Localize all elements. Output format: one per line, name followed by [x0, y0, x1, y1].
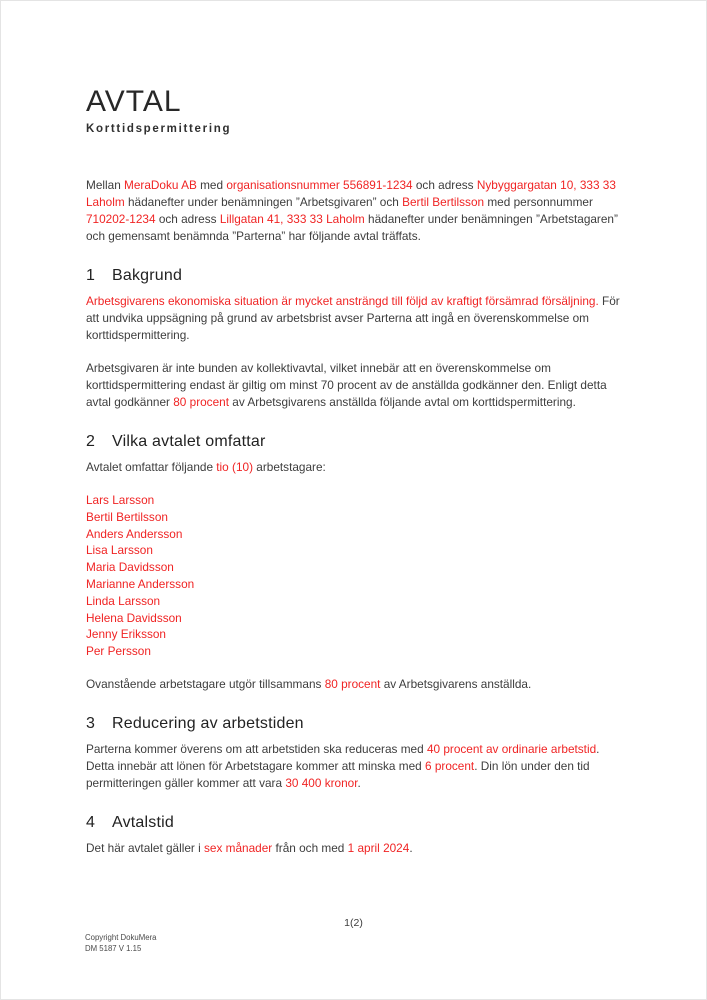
copyright-line: Copyright DokuMera: [85, 933, 157, 942]
section-title: Reducering av arbetstiden: [112, 714, 304, 732]
text-run: från och med: [272, 840, 348, 855]
text-run: och adress: [412, 178, 477, 192]
section-heading: [86, 431, 621, 453]
text-run: Avtalet omfattar följande: [86, 460, 217, 474]
text-run: Parterna kommer överens om att arbetstiden ska reduceras med: [86, 741, 427, 756]
document-content: [1, 1, 706, 857]
section-number: 1: [86, 267, 96, 284]
section-number: 2: [86, 433, 96, 450]
footer-copyright: [85, 933, 157, 954]
text-run: Det här avtalet gäller i: [86, 840, 205, 855]
field-value: Arbetsgivarens ekonomiska situation är mycket ansträngd till följd av kraftigt försämrad försäljning.: [86, 294, 599, 308]
employee-name: Per Persson: [86, 644, 151, 659]
section-number: 4: [86, 813, 96, 831]
section-title: Avtalstid: [112, 813, 174, 831]
text-run: Mellan: [86, 178, 125, 192]
paragraph: [86, 177, 621, 245]
field-value: sex månader: [204, 840, 273, 855]
paragraph: [86, 676, 621, 693]
document-title: AVTAL: [86, 85, 182, 118]
section-heading: [86, 713, 621, 735]
field-value: Lillgatan 41, 333 33 Laholm: [219, 212, 365, 226]
text-run: hädanefter under benämningen ”Arbetsgivaren” och: [124, 195, 403, 209]
text-run: arbetstagare:: [253, 460, 326, 474]
employee-name: Bertil Bertilsson: [86, 509, 168, 524]
section-number: 3: [86, 714, 96, 732]
field-value: organisationsnummer 556891-1234: [226, 178, 413, 192]
text-run: . Din lön under den tid permitteringen gäller kommer att vara: [86, 758, 590, 790]
paragraph: [86, 360, 621, 411]
text-run: . Detta innebär att lönen för Arbetstagare kommer att minska med: [86, 741, 600, 773]
document-body: [86, 177, 621, 857]
field-value: MeraDoku AB: [124, 178, 197, 192]
employee-name: Maria Davidsson: [86, 560, 174, 575]
text-run: med: [196, 178, 227, 192]
employee-name: Anders Andersson: [86, 526, 183, 541]
text-run: hädanefter under benämningen ”Arbetstagaren” och gemensamt benämnda ”Parterna” har följande avtal träffats.: [86, 212, 618, 243]
field-value: Nybyggargatan 10, 333 33 Laholm: [86, 178, 616, 209]
paragraph: [86, 293, 621, 344]
employee-name: Jenny Eriksson: [86, 627, 166, 642]
paragraph: [86, 459, 621, 476]
section-heading: [86, 265, 621, 287]
page-number: 1(2): [344, 917, 363, 929]
employee-name: Marianne Andersson: [86, 576, 195, 591]
doc-id-line: DM 5187 V 1.15: [85, 943, 142, 953]
text-run: av Arbetsgivarens anställda följande avtal om korttidspermittering.: [228, 395, 576, 409]
document-subtitle: Korttidspermittering: [86, 123, 232, 135]
text-run: För att undvika uppsägning på grund av arbetsbrist avser Parterna att ingå en överenskommelse om korttidspermittering.: [86, 294, 620, 342]
employee-name-list: [86, 492, 621, 660]
text-run: Arbetsgivaren är inte bunden av kollektivavtal, vilket innebär att en överenskommelse om korttidspermittering endast är giltig om minst 70 procent av de anställda godkänner den. Enligt detta avtal godkänner: [86, 361, 607, 409]
text-run: med personnummer: [484, 195, 593, 209]
field-value: Bertil Bertilsson: [402, 195, 485, 209]
text-run: av Arbetsgivarens anställda.: [380, 676, 532, 691]
field-value: 6 procent: [425, 758, 475, 773]
employee-name: Lisa Larsson: [86, 543, 153, 558]
section-title: Bakgrund: [112, 267, 183, 284]
field-value: 710202-1234: [86, 212, 156, 226]
text-run: .: [409, 840, 413, 855]
employee-name: Linda Larsson: [86, 593, 161, 608]
section-title: Vilka avtalet omfattar: [112, 433, 266, 450]
field-value: 40 procent av ordinarie arbetstid: [426, 741, 597, 756]
field-value: 80 procent: [173, 395, 229, 409]
text-run: .: [357, 775, 361, 790]
field-value: 1 april 2024: [347, 840, 410, 855]
field-value: tio (10): [216, 460, 253, 474]
text-run: och adress: [155, 212, 220, 226]
section-heading: [86, 812, 621, 834]
employee-name: Lars Larsson: [86, 493, 155, 507]
paragraph: [86, 741, 621, 792]
field-value: 80 procent: [324, 676, 381, 691]
paragraph: [86, 840, 621, 857]
text-run: Ovanstående arbetstagare utgör tillsammans: [86, 676, 325, 691]
employee-name: Helena Davidsson: [86, 610, 182, 625]
field-value: 30 400 kronor: [285, 775, 358, 790]
